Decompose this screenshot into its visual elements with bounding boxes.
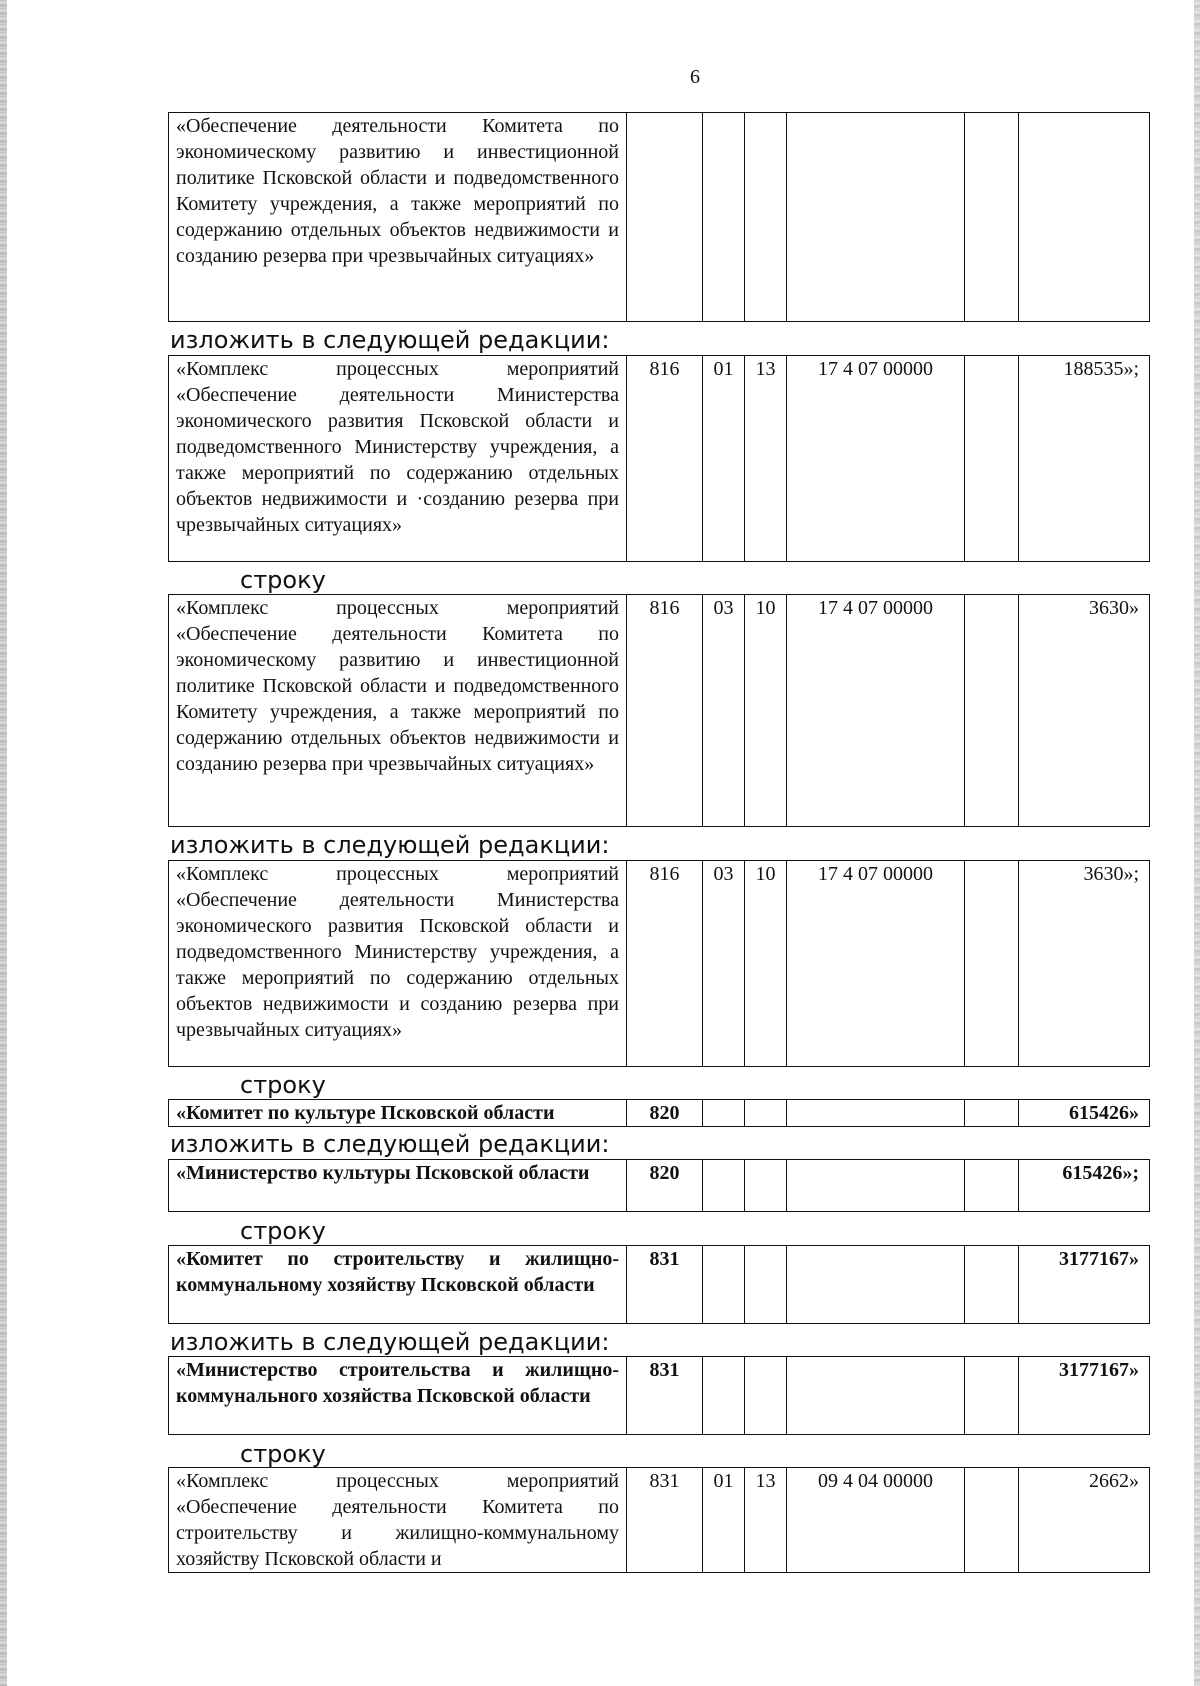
subsection-code: 13 (745, 1468, 787, 1573)
amount: 188535»; (1019, 356, 1150, 562)
section-code: 03 (703, 595, 745, 827)
row-description: «Министерство культуры Псковской области (169, 1160, 627, 1212)
expense-type-code (965, 861, 1019, 1067)
dept-code (627, 113, 703, 322)
caption-row-1: строку (240, 566, 326, 594)
section-code (703, 1100, 745, 1127)
row-description: «Обеспечение деятельности Комитета по экономическому развитию и инвестиционной политике Псковской области и подведомственного Комитету учреждения, а также мероприятий по содержанию отдельных объектов недвижимости и созданию резерва при чрезвычайных ситуациях» (169, 113, 627, 322)
section-code (703, 113, 745, 322)
row-description: «Комитет по культуре Псковской области (169, 1100, 627, 1127)
caption-restate-4: изложить в следующей редакции: (170, 1328, 610, 1356)
target-article-code: 09 4 04 00000 (787, 1468, 965, 1573)
row-description: «Комитет по строительству и жилищно-коммунальному хозяйству Псковской области (169, 1246, 627, 1324)
row-description: «Комплекс процессных мероприятий «Обеспечение деятельности Министерства экономического развития Псковской области и подведомственного Министерству учреждения, а также мероприятий по содержанию отдельных объектов недвижимости и ·созданию резерва при чрезвычайных ситуациях» (169, 356, 627, 562)
dept-code: 831 (627, 1357, 703, 1435)
table-row-3 (168, 594, 1150, 827)
dept-code: 831 (627, 1468, 703, 1573)
table-row-7 (168, 1245, 1150, 1324)
subsection-code (745, 113, 787, 322)
amount: 3177167» (1019, 1357, 1150, 1435)
dept-code: 831 (627, 1246, 703, 1324)
target-article-code (787, 1357, 965, 1435)
caption-row-3: строку (240, 1217, 326, 1245)
section-code (703, 1357, 745, 1435)
subsection-code: 10 (745, 595, 787, 827)
amount: 2662» (1019, 1468, 1150, 1573)
caption-row-2: строку (240, 1071, 326, 1099)
caption-restate-1: изложить в следующей редакции: (170, 326, 610, 354)
expense-type-code (965, 1160, 1019, 1212)
amount: 3177167» (1019, 1246, 1150, 1324)
expense-type-code (965, 1357, 1019, 1435)
expense-type-code (965, 1100, 1019, 1127)
target-article-code (787, 1100, 965, 1127)
subsection-code (745, 1246, 787, 1324)
section-code (703, 1246, 745, 1324)
table-row-5 (168, 1099, 1150, 1127)
subsection-code: 13 (745, 356, 787, 562)
subsection-code (745, 1357, 787, 1435)
target-article-code: 17 4 07 00000 (787, 595, 965, 827)
expense-type-code (965, 1468, 1019, 1573)
amount: 615426»; (1019, 1160, 1150, 1212)
row-description: «Комплекс процессных мероприятий «Обеспечение деятельности Комитета по строительству и жилищно-коммунальному хозяйству Псковской области и (169, 1468, 627, 1573)
page-number: 6 (690, 66, 700, 88)
caption-row-4: строку (240, 1440, 326, 1468)
row-description: «Министерство строительства и жилищно-коммунального хозяйства Псковской области (169, 1357, 627, 1435)
table-row-6 (168, 1159, 1150, 1212)
caption-restate-3: изложить в следующей редакции: (170, 1130, 610, 1158)
section-code: 03 (703, 861, 745, 1067)
table-row-9 (168, 1467, 1150, 1573)
target-article-code: 17 4 07 00000 (787, 356, 965, 562)
expense-type-code (965, 356, 1019, 562)
dept-code: 820 (627, 1100, 703, 1127)
dept-code: 816 (627, 595, 703, 827)
target-article-code (787, 1160, 965, 1212)
target-article-code (787, 1246, 965, 1324)
table-row-2 (168, 355, 1150, 562)
subsection-code (745, 1160, 787, 1212)
expense-type-code (965, 113, 1019, 322)
section-code (703, 1160, 745, 1212)
dept-code: 816 (627, 861, 703, 1067)
table-row-4 (168, 860, 1150, 1067)
table-row-8 (168, 1356, 1150, 1435)
table-row-1 (168, 112, 1150, 322)
row-description: «Комплекс процессных мероприятий «Обеспечение деятельности Министерства экономического развития Псковской области и подведомственного Министерству учреждения, а также мероприятий по содержанию отдельных объектов недвижимости и созданию резерва при чрезвычайных ситуациях» (169, 861, 627, 1067)
scan-edge-right (1194, 0, 1200, 1686)
amount: 3630» (1019, 595, 1150, 827)
expense-type-code (965, 595, 1019, 827)
subsection-code: 10 (745, 861, 787, 1067)
amount: 3630»; (1019, 861, 1150, 1067)
target-article-code (787, 113, 965, 322)
section-code: 01 (703, 1468, 745, 1573)
dept-code: 820 (627, 1160, 703, 1212)
section-code: 01 (703, 356, 745, 562)
dept-code: 816 (627, 356, 703, 562)
row-description: «Комплекс процессных мероприятий «Обеспечение деятельности Комитета по экономическому развитию и инвестиционной политике Псковской области и подведомственного Комитету учреждения, а также мероприятий по содержанию отдельных объектов недвижимости и созданию резерва при чрезвычайных ситуациях» (169, 595, 627, 827)
caption-restate-2: изложить в следующей редакции: (170, 831, 610, 859)
amount: 615426» (1019, 1100, 1150, 1127)
amount (1019, 113, 1150, 322)
scan-edge-left (0, 0, 7, 1686)
expense-type-code (965, 1246, 1019, 1324)
target-article-code: 17 4 07 00000 (787, 861, 965, 1067)
subsection-code (745, 1100, 787, 1127)
